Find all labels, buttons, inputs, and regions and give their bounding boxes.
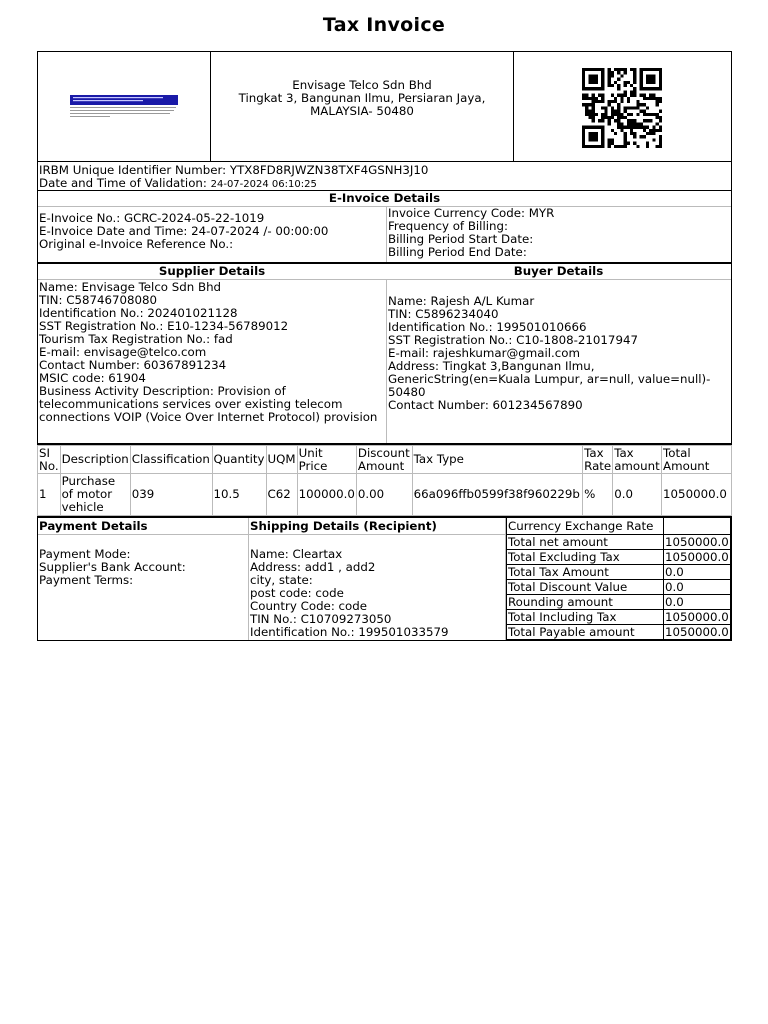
- totals-value: 1050000.0: [665, 549, 729, 564]
- totals-row: [507, 549, 731, 564]
- totals-value: [664, 518, 731, 534]
- invoice-document: [37, 51, 732, 641]
- einvoice-number: E-Invoice No.: GCRC-2024-05-22-1019: [39, 211, 265, 225]
- totals-value: 0.0: [664, 564, 731, 579]
- table-cell: 0.00: [356, 474, 412, 516]
- irbm-uid-value: YTX8FD8RJWZN38TXF4GSNH3J10: [229, 163, 429, 177]
- table-cell: 66a096ffb0599f38f960229b: [412, 474, 583, 516]
- company-address-line1: Tingkat 3, Bangunan Ilmu, Persiaran Jaya,: [238, 91, 486, 105]
- buyer-address: Address: Tingkat 3,Bangunan Ilmu, GenericString(en=Kuala Lumpur, ar=null, value=null)- 50480: [388, 359, 711, 399]
- totals-label: Total Tax Amount: [507, 564, 664, 579]
- supplier-msic: MSIC code: 61904: [39, 371, 146, 385]
- buyer-contact: Contact Number: 601234567890: [388, 398, 583, 412]
- totals-value: 0.0: [664, 579, 731, 594]
- totals-row: [507, 564, 731, 579]
- logo-cell: [38, 52, 211, 161]
- shipping-tin: TIN No.: C10709273050: [250, 612, 392, 626]
- billing-end: Billing Period End Date:: [388, 245, 527, 259]
- totals-table: [506, 518, 731, 640]
- supplier-bank-account: Supplier's Bank Account:: [39, 560, 186, 574]
- totals-label: Total Including Tax: [507, 609, 664, 624]
- billing-frequency: Frequency of Billing:: [388, 219, 508, 233]
- table-cell: 0.0: [613, 474, 662, 516]
- col-header: UQM: [266, 446, 297, 474]
- company-logo-image: [70, 95, 178, 120]
- shipping-country-code: Country Code: code: [250, 599, 367, 613]
- col-header: Discount Amount: [356, 446, 412, 474]
- shipping-city-state: city, state:: [250, 573, 313, 587]
- company-name: Envisage Telco Sdn Bhd: [292, 78, 432, 92]
- irbm-section: [37, 161, 732, 190]
- totals-panel: [506, 518, 731, 640]
- table-cell: Purchase of motor vehicle: [60, 474, 130, 516]
- payment-heading: Payment Details: [38, 518, 248, 535]
- qr-code-icon: [582, 68, 662, 148]
- buyer-sst: SST Registration No.: C10-1808-21017947: [388, 333, 638, 347]
- col-header: Total Amount: [662, 446, 732, 474]
- totals-label: Total net amount: [507, 534, 664, 549]
- supplier-details: [38, 280, 386, 443]
- totals-row: [507, 518, 731, 534]
- buyer-tin: TIN: C5896234040: [388, 307, 499, 321]
- buyer-details: [386, 280, 731, 443]
- shipping-name: Name: Cleartax: [250, 547, 343, 561]
- totals-row: [507, 534, 731, 549]
- shipping-address: Address: add1 , add2: [250, 560, 376, 574]
- col-header: Tax amount: [614, 445, 660, 473]
- col-header: SI No.: [39, 445, 59, 473]
- shipping-details: [249, 518, 506, 640]
- table-row: [38, 474, 732, 516]
- items-table: [37, 445, 732, 516]
- totals-label: Total Discount Value: [507, 579, 664, 594]
- table-cell: 1: [38, 474, 61, 516]
- supplier-id: Identification No.: 202401021128: [39, 306, 238, 320]
- table-cell: %: [583, 474, 613, 516]
- table-cell: C62: [266, 474, 297, 516]
- table-cell: 100000.0: [297, 474, 356, 516]
- items-section: [37, 443, 732, 516]
- validation-value: 24-07-2024 06:10:25: [210, 179, 317, 190]
- col-header: Classification: [130, 446, 212, 474]
- supplier-contact: Contact Number: 60367891234: [39, 358, 227, 372]
- totals-value: 1050000.0: [665, 609, 729, 624]
- totals-label: Currency Exchange Rate: [507, 518, 664, 534]
- einvoice-heading: E-Invoice Details: [38, 191, 731, 207]
- einvoice-right: [386, 207, 731, 262]
- einvoice-original-ref: Original e-Invoice Reference No.:: [39, 237, 234, 251]
- totals-label: Total Payable amount: [507, 624, 664, 639]
- col-header: Description: [60, 446, 130, 474]
- validation-label: Date and Time of Validation:: [39, 176, 211, 190]
- col-header: Tax Rate: [584, 445, 612, 473]
- payment-terms: Payment Terms:: [39, 573, 134, 587]
- totals-label: Rounding amount: [507, 594, 664, 609]
- totals-value: 1050000.0: [665, 534, 729, 549]
- buyer-email: E-mail: rajeshkumar@gmail.com: [388, 346, 580, 360]
- payment-details: [38, 518, 249, 640]
- buyer-id: Identification No.: 199501010666: [388, 320, 587, 334]
- company-address-line2: MALAYSIA- 50480: [310, 104, 414, 118]
- shipping-post-code: post code: code: [250, 586, 344, 600]
- totals-label: Total Excluding Tax: [507, 549, 664, 564]
- shipping-heading: Shipping Details (Recipient): [249, 518, 505, 535]
- totals-row: [507, 609, 731, 624]
- einvoice-section: [37, 190, 732, 262]
- supplier-tourism-tax: Tourism Tax Registration No.: fad: [39, 332, 233, 346]
- invoice-header: [37, 51, 732, 161]
- col-header: Quantity: [212, 446, 266, 474]
- supplier-email: E-mail: envisage@telco.com: [39, 345, 207, 359]
- table-cell: 039: [130, 474, 212, 516]
- items-header-row: [38, 446, 732, 474]
- currency-code: Invoice Currency Code: MYR: [388, 206, 555, 220]
- col-header: Unit Price: [297, 446, 356, 474]
- qr-cell: [514, 52, 731, 161]
- irbm-uid-label: IRBM Unique Identifier Number:: [39, 163, 230, 177]
- table-cell: 1050000.0: [662, 474, 732, 516]
- buyer-name: Name: Rajesh A/L Kumar: [388, 294, 535, 308]
- col-header: Tax Type: [412, 446, 583, 474]
- totals-row: [507, 594, 731, 609]
- supplier-business-activity: Business Activity Description: Provision of telecommunications services over existing telecom connections VOIP (Voice Over Internet Protocol) provision: [39, 384, 378, 424]
- totals-value: 0.0: [664, 594, 731, 609]
- payment-mode: Payment Mode:: [39, 547, 131, 561]
- document-title: Tax Invoice: [322, 14, 446, 36]
- totals-value: 1050000.0: [665, 624, 729, 639]
- table-cell: 10.5: [212, 474, 266, 516]
- supplier-name: Name: Envisage Telco Sdn Bhd: [39, 280, 222, 294]
- einvoice-date: E-Invoice Date and Time: 24-07-2024 /- 00:00:00: [39, 224, 329, 238]
- totals-row: [507, 624, 731, 639]
- bottom-section: [37, 516, 732, 641]
- parties-section: [37, 262, 732, 443]
- einvoice-left: [38, 207, 386, 262]
- supplier-heading: Supplier Details: [158, 264, 266, 278]
- supplier-tin: TIN: C58746708080: [39, 293, 158, 307]
- company-address-cell: [211, 52, 514, 161]
- shipping-id: Identification No.: 199501033579: [250, 625, 449, 639]
- buyer-heading: Buyer Details: [513, 264, 604, 278]
- billing-start: Billing Period Start Date:: [388, 232, 534, 246]
- totals-row: [507, 579, 731, 594]
- supplier-sst: SST Registration No.: E10-1234-56789012: [39, 319, 289, 333]
